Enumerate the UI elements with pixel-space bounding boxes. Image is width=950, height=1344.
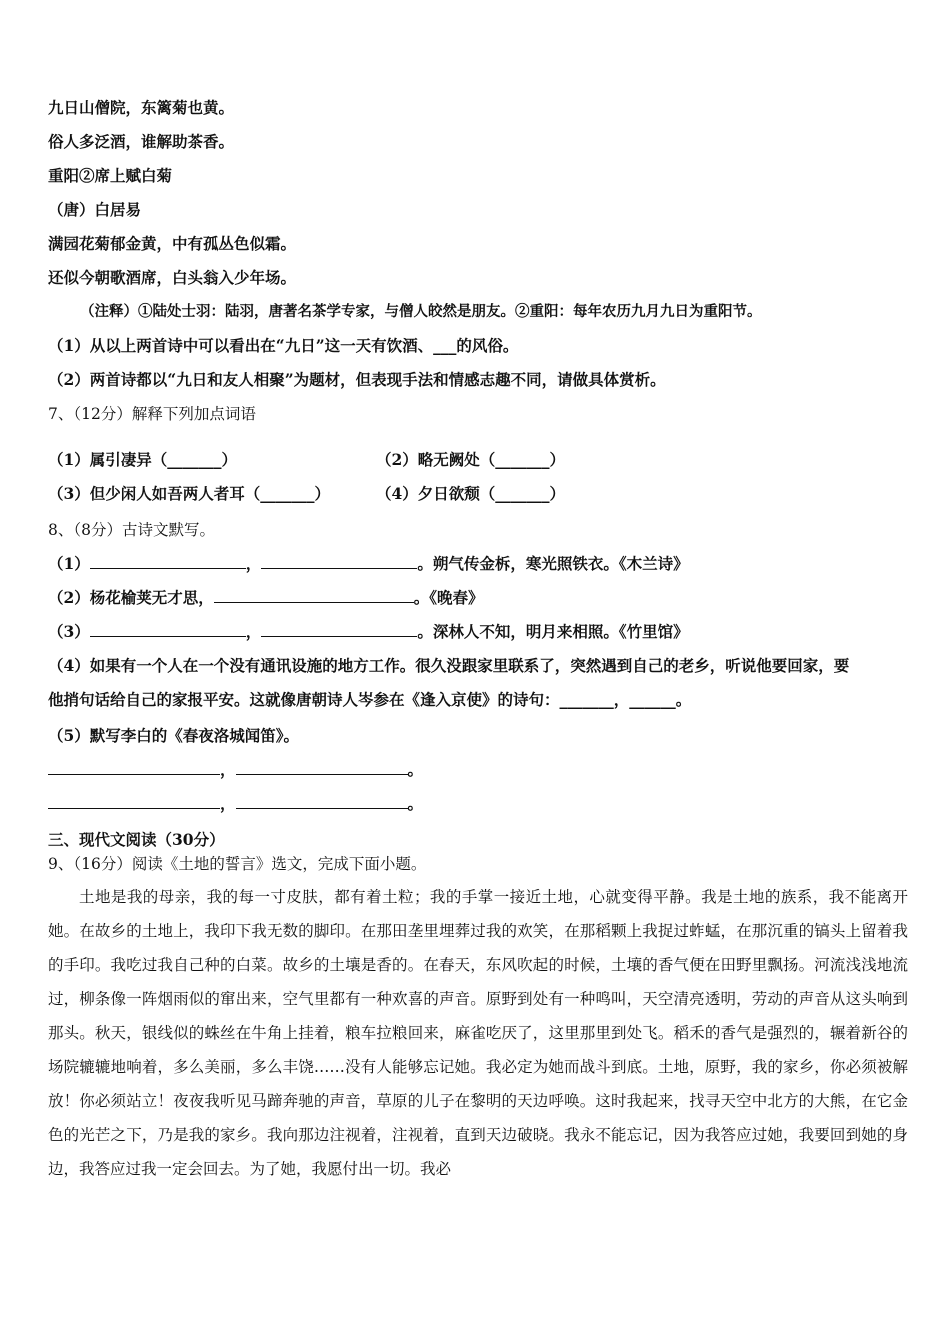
poem1-line1: 九日山僧院，东篱菊也黄。: [48, 98, 235, 117]
comma: ，: [245, 622, 262, 641]
answer-blank[interactable]: [261, 622, 417, 637]
q8-s2-prefix: （2）杨花榆荚无才思，: [48, 588, 214, 607]
q8-s2: [48, 586, 484, 608]
passage-text: 土地是我的母亲，我的每一寸皮肤，都有着土粒；我的手掌一接近土地，心就变得平静。我是土地的族系，我不能离开她。在故乡的土地上，我印下我无数的脚印。在那田垄里埋葬过我的欢笑，在那稻颗上我捉过蚱蜢，在那沉重的镐头上留着我的手印。我吃过我自己种的白菜。故乡的土壤是香的。在春天，东风吹起的时候，土壤的香气便在田野里飘扬。河流浅浅地流过，柳条像一阵烟雨似的窜出来，空气里都有一种欢喜的声音。原野到处有一种鸣叫，天空清亮透明，劳动的声音从这头响到那头。秋天，银线似的蛛丝在牛角上挂着，粮车拉粮回来，麻雀吃厌了，这里那里到处飞。稻禾的香气是强烈的，辗着新谷的场院辘辘地响着，多么美丽，多么丰饶……没有人能够忘记她。我必定为她而战斗到底。土地，原野，我的家乡，你必须被解放！你必须站立！夜夜我听见马蹄奔驰的声音，草原的儿子在黎明的天边呼唤。这时我起来，找寻天空中北方的大熊，在它金色的光芒之下，乃是我的家乡。我向那边注视着，注视着，直到天边破晓。我永不能忘记，因为我答应过她，我要回到她的身边，我答应过我一定会回去。为了她，我愿付出一切。我必: [48, 888, 908, 1178]
answer-blank[interactable]: [48, 794, 220, 809]
q7-item-2: （2）略无阙处（_______）: [376, 450, 566, 469]
q7-item-1: （1）属引凄异（_______）: [48, 450, 238, 469]
answer-blank[interactable]: [261, 554, 417, 569]
answer-blank[interactable]: [48, 760, 220, 775]
q8-heading: 8、（8分）古诗文默写。: [48, 521, 215, 539]
q9-heading: 9、（16分）阅读《土地的誓言》选文，完成下面小题。: [48, 855, 427, 873]
poem2-author: （唐）白居易: [48, 200, 142, 219]
q8-s1: [48, 552, 689, 574]
poem2-line1: 满园花菊郁金黄，中有孤丛色似霜。: [48, 234, 297, 253]
q8-s5: （5）默写李白的《春夜洛城闻笛》。: [48, 726, 300, 745]
q8-s3-suffix: 。深林人不知，明月来相照。《竹里馆》: [417, 622, 689, 641]
answer-blank[interactable]: [214, 588, 414, 603]
q7-item-3: （3）但少闲人如吾两人者耳（_______）: [48, 484, 331, 503]
answer-blank[interactable]: [236, 794, 408, 809]
poem2-line2: 还似今朝歌酒席，白头翁入少年场。: [48, 268, 297, 287]
period: 。: [407, 794, 424, 813]
comma: ，: [220, 794, 236, 813]
q8-s4-line2: 他捎句话给自己的家报平安。这就像唐朝诗人岑参在《逢入京使》的诗句：_______，______。: [48, 690, 692, 709]
comma: ，: [245, 554, 262, 573]
period: 。: [407, 760, 424, 779]
answer-blank[interactable]: [90, 622, 246, 637]
q8-s2-suffix: 。《晚春》: [413, 588, 484, 607]
q8-s4-line1: （4）如果有一个人在一个没有通讯设施的地方工作。很久没跟家里联系了，突然遇到自己的老乡，听说他要回家，要: [48, 656, 850, 675]
q7-item-4: （4）夕日欲颓（_______）: [376, 484, 566, 503]
q6-sub2: （2）两首诗都以“九日和友人相聚”为题材，但表现手法和情感志趣不同，请做具体赏析。: [48, 370, 666, 389]
q7-heading: 7、（12分）解释下列加点词语: [48, 405, 256, 423]
section3-heading: 三、现代文阅读（30分）: [48, 830, 225, 849]
poem2-title: 重阳②席上赋白菊: [48, 166, 173, 185]
q8-s5-answer-row1: [48, 758, 423, 780]
poem1-line2: 俗人多泛酒，谁解助茶香。: [48, 132, 235, 151]
annotation-note: （注释）①陆处士羽：陆羽，唐著名茶学专家，与僧人皎然是朋友。②重阳：每年农历九月九日为重阳节。: [80, 303, 762, 320]
q8-s5-answer-row2: [48, 792, 423, 814]
q8-s1-prefix: （1）: [48, 554, 90, 573]
answer-blank[interactable]: [90, 554, 246, 569]
comma: ，: [220, 760, 236, 779]
q8-s3: [48, 620, 689, 642]
q8-s3-prefix: （3）: [48, 622, 90, 641]
q8-s1-suffix: 。朔气传金柝，寒光照铁衣。《木兰诗》: [417, 554, 689, 573]
answer-blank[interactable]: [236, 760, 408, 775]
q6-sub1: （1）从以上两首诗中可以看出在“九日”这一天有饮酒、___的风俗。: [48, 336, 519, 355]
